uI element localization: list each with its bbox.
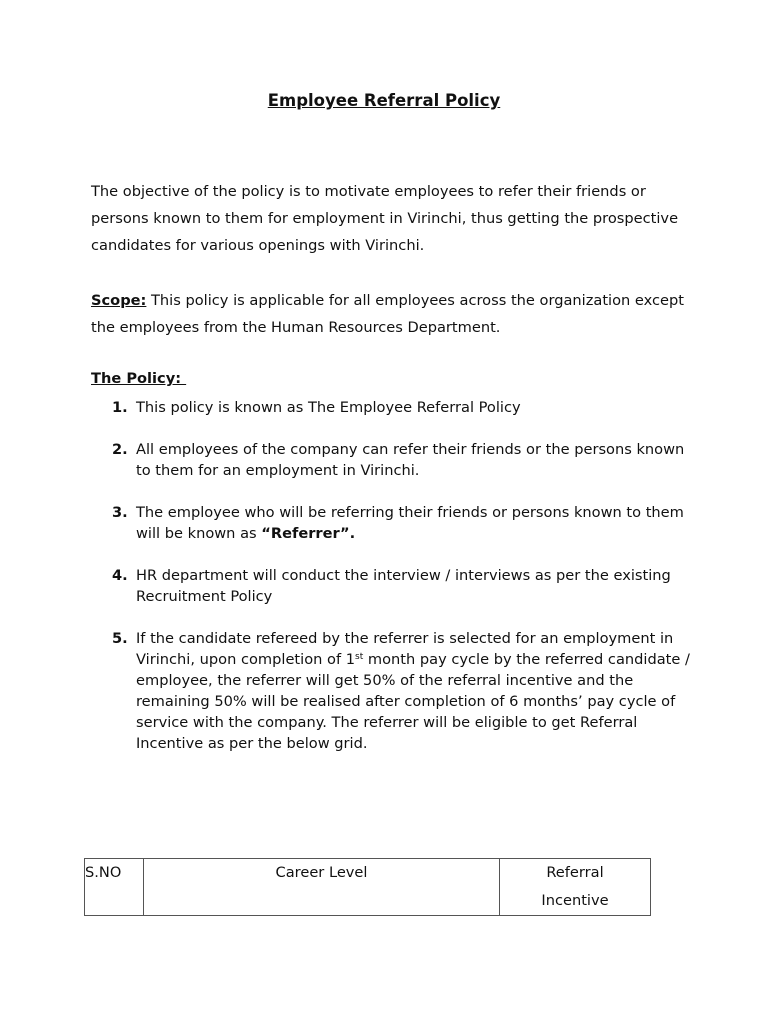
policy-item	[91, 502, 691, 544]
scope-paragraph	[91, 287, 691, 341]
policy-item	[91, 628, 691, 754]
header-referral-incentive	[500, 859, 651, 916]
header-sno: S.NO	[85, 859, 144, 916]
referrer-term: “Referrer”.	[261, 525, 356, 542]
item-number: 3.	[112, 504, 128, 521]
policy-heading: The Policy:	[91, 370, 187, 387]
item-text: All employees of the company can refer their friends or the persons known to them for an employment in Virinchi.	[136, 441, 685, 479]
header-incentive-line2: Incentive	[541, 892, 609, 909]
referral-incentive-table	[84, 858, 651, 916]
item-number: 5.	[112, 630, 128, 647]
item-number: 2.	[112, 441, 128, 458]
policy-item	[91, 565, 691, 607]
item-text: The employee who will be referring their friends or persons known to them will be known as	[136, 504, 684, 542]
item-text-continued: month pay cycle by the referred candidate / employee, the referrer will get 50% of the referral incentive and the remaining 50% will be realised after completion of 6 months’ pay cycle of service with the company. The referrer will be eligible to get Referral Incentive as per the below grid.	[136, 651, 690, 752]
item-number: 1.	[112, 399, 128, 416]
policy-item	[91, 439, 691, 481]
header-career-level: Career Level	[144, 859, 500, 916]
ordinal-suffix: st	[355, 652, 364, 662]
item-number: 4.	[112, 567, 128, 584]
policy-item	[91, 397, 691, 418]
intro-paragraph: The objective of the policy is to motivate employees to refer their friends or persons known to them for employment in Virinchi, thus getting the prospective candidates for various openings with Virinchi.	[91, 183, 679, 254]
table-header-row	[85, 859, 651, 916]
policy-list	[91, 397, 691, 754]
scope-label: Scope:	[91, 292, 147, 309]
scope-text: This policy is applicable for all employees across the organization except the employees from the Human Resources Department.	[91, 292, 685, 336]
header-incentive-line1: Referral	[546, 864, 604, 881]
item-text: If the candidate refereed by the referrer is selected for an employment in Virinchi, upon completion of 1	[136, 630, 674, 668]
item-text: This policy is known as The Employee Referral Policy	[136, 399, 521, 416]
item-text: HR department will conduct the interview / interviews as per the existing Recruitment Policy	[136, 567, 671, 605]
page-title: Employee Referral Policy	[267, 91, 501, 110]
